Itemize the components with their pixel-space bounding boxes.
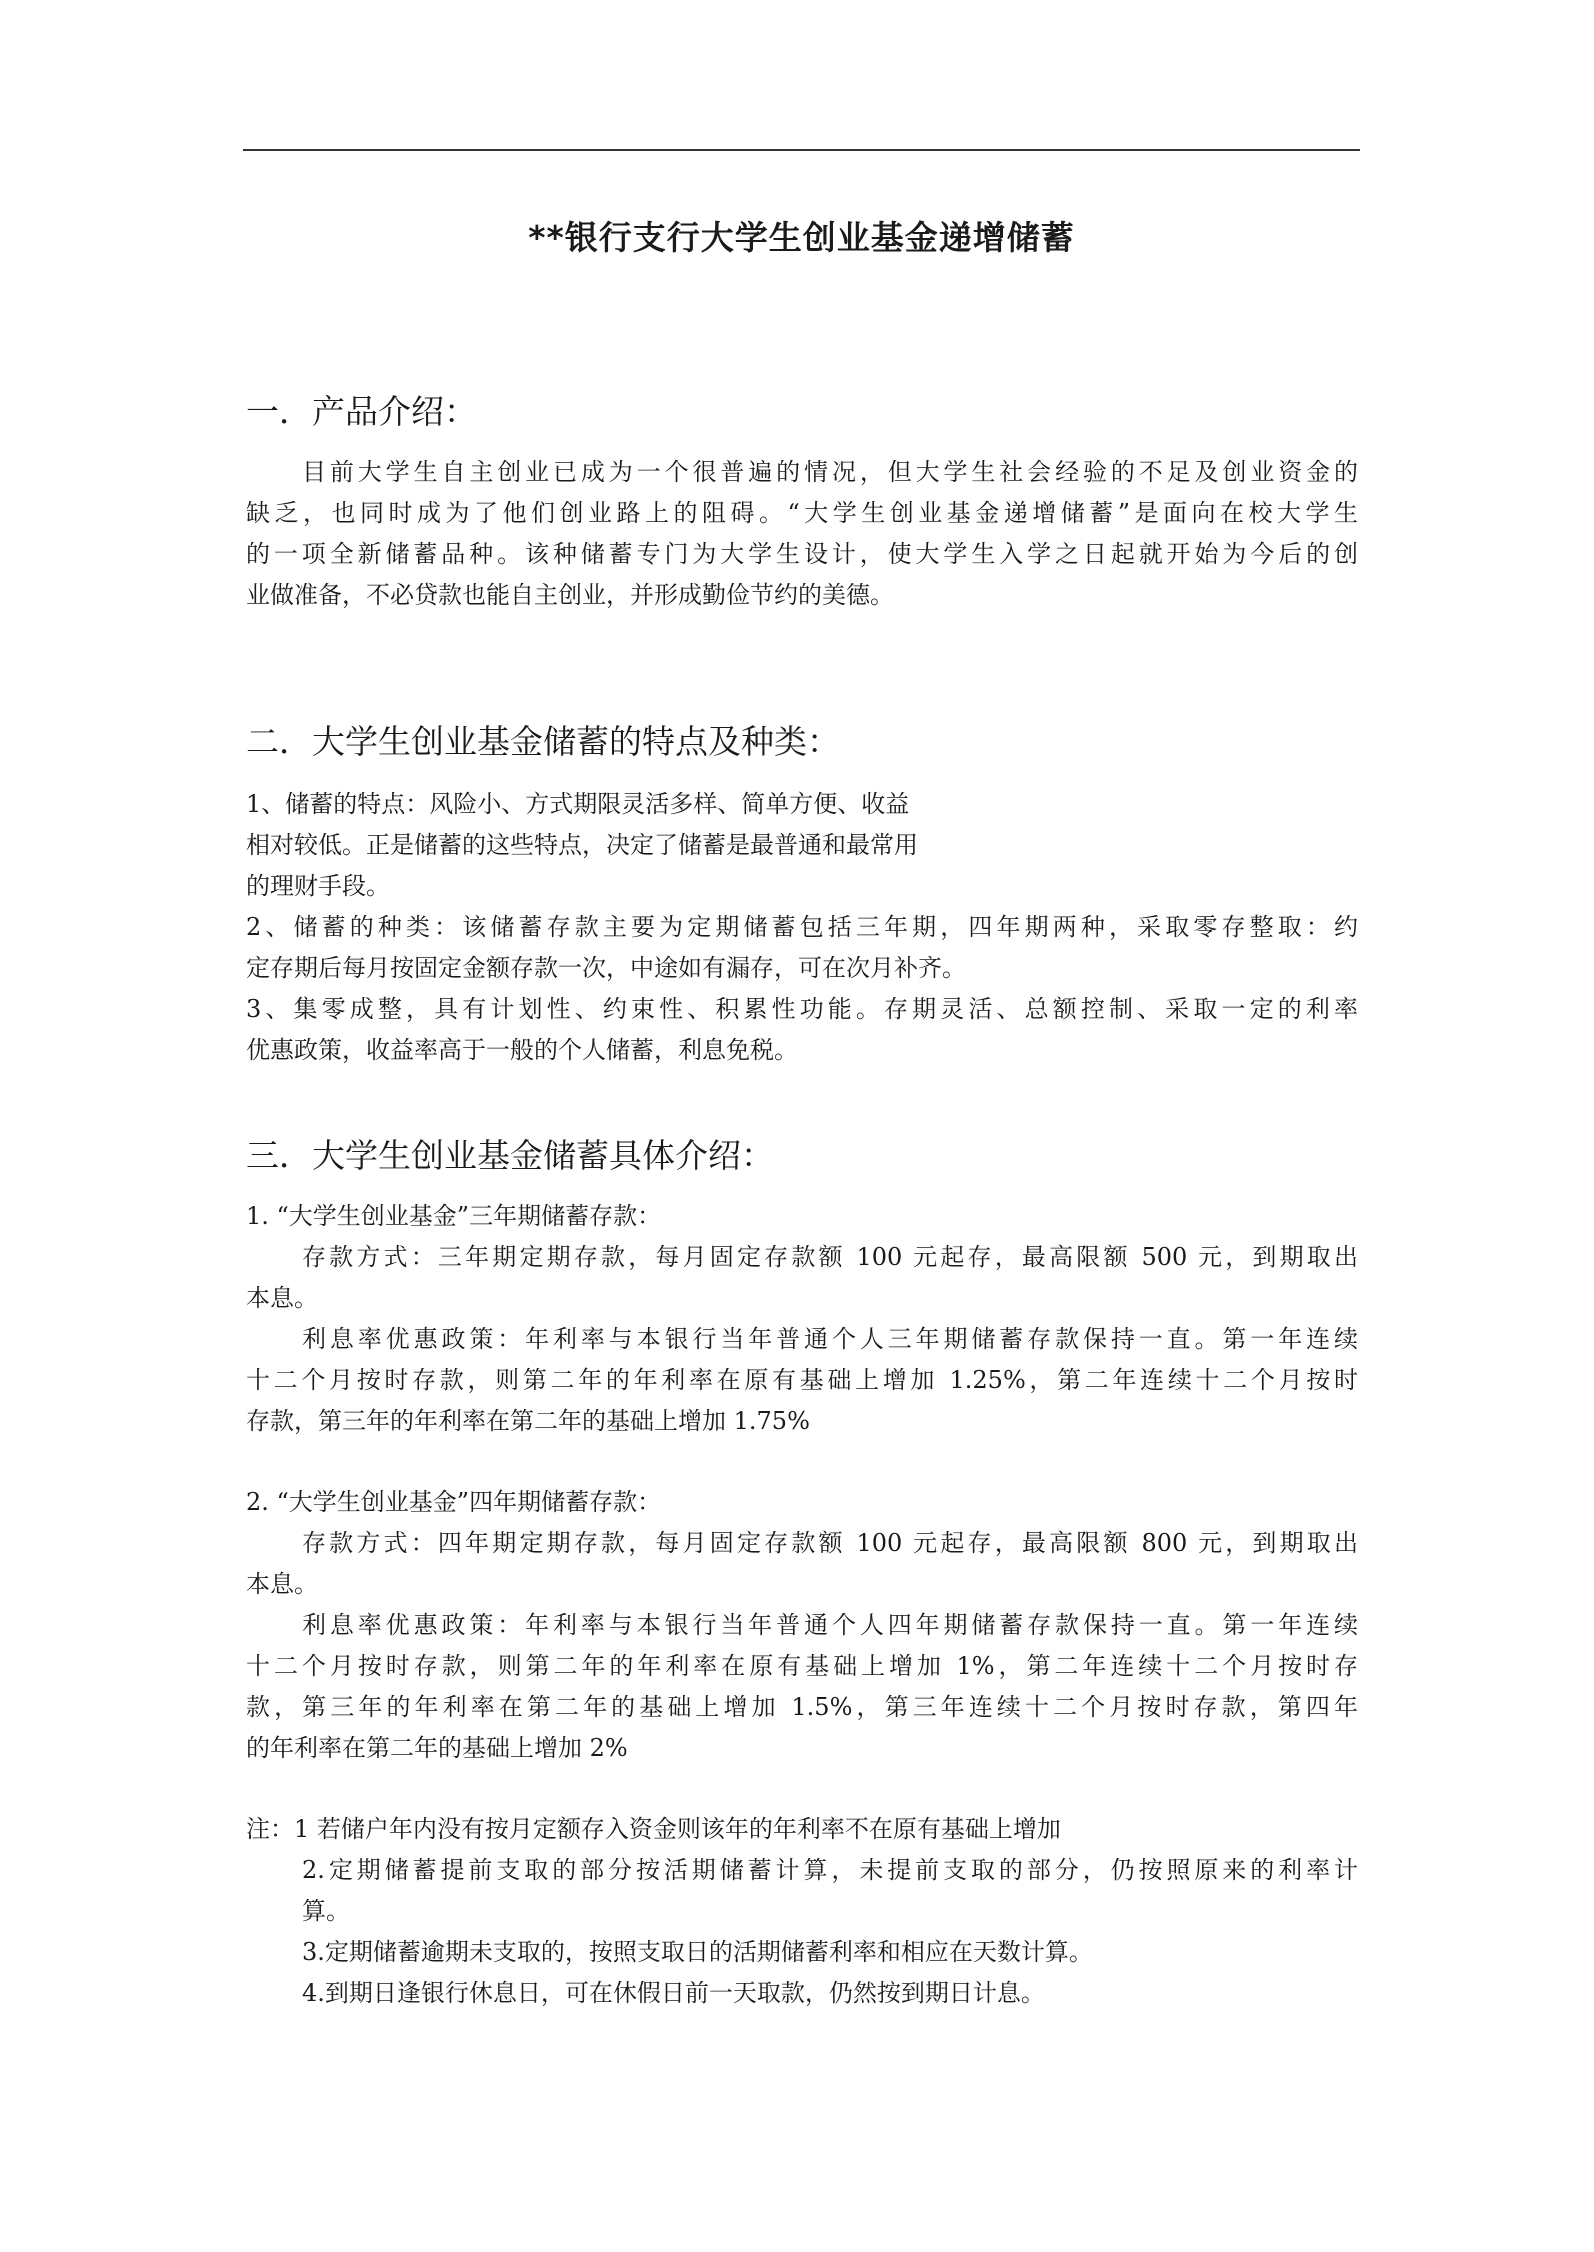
s1-line-2: 缺乏，也同时成为了他们创业路上的阻碍。“大学生创业基金递增储蓄”是面向在校大学生 (246, 499, 1358, 527)
section-3-heading: 三．大学生创业基金储蓄具体介绍： (246, 1136, 774, 1175)
s2-line-3: 的理财手段。 (246, 872, 390, 900)
header-rule (243, 149, 1360, 151)
note-line-1: 注：1 若储户年内没有按月定额存入资金则该年的年利率不在原有基础上增加 (246, 1815, 1061, 1843)
s3-line-12: 款，第三年的年利率在第二年的基础上增加 1.5%，第三年连续十二个月按时存款，第四年 (246, 1693, 1358, 1721)
s2-line-1: 1、储蓄的特点：风险小、方式期限灵活多样、简单方便、收益 (246, 790, 910, 818)
s1-line-3: 的一项全新储蓄品种。该种储蓄专门为大学生设计，使大学生入学之日起就开始为今后的创 (246, 540, 1358, 568)
note-line-2: 2.定期储蓄提前支取的部分按活期储蓄计算，未提前支取的部分，仍按照原来的利率计 (302, 1856, 1358, 1884)
s2-line-7: 优惠政策，收益率高于一般的个人储蓄，利息免税。 (246, 1036, 798, 1064)
s3-line-1: 1. “大学生创业基金”三年期储蓄存款： (246, 1202, 662, 1230)
s2-line-6: 3、集零成整，具有计划性、约束性、积累性功能。存期灵活、总额控制、采取一定的利率 (246, 995, 1358, 1023)
note-line-5: 4.到期日逢银行休息日，可在休假日前一天取款，仍然按到期日计息。 (302, 1979, 1045, 2007)
s3-line-5: 十二个月按时存款，则第二年的年利率在原有基础上增加 1.25%，第二年连续十二个月按时 (246, 1366, 1358, 1394)
s2-line-2: 相对较低。正是储蓄的这些特点，决定了储蓄是最普通和最常用 (246, 831, 918, 859)
document-title: **银行支行大学生创业基金递增储蓄 (528, 218, 1075, 257)
s3-line-4: 利息率优惠政策：年利率与本银行当年普通个人三年期储蓄存款保持一直。第一年连续 (302, 1325, 1358, 1353)
s3-line-6: 存款，第三年的年利率在第二年的基础上增加 1.75% (246, 1407, 810, 1435)
s3-line-10: 利息率优惠政策：年利率与本银行当年普通个人四年期储蓄存款保持一直。第一年连续 (302, 1611, 1358, 1639)
s3-line-7: 2. “大学生创业基金”四年期储蓄存款： (246, 1488, 662, 1516)
note-line-3: 算。 (302, 1897, 350, 1925)
note-line-4: 3.定期储蓄逾期未支取的，按照支取日的活期储蓄利率和相应在天数计算。 (302, 1938, 1093, 1966)
section-2-heading: 二．大学生创业基金储蓄的特点及种类： (246, 722, 840, 761)
s1-line-4: 业做准备，不必贷款也能自主创业，并形成勤俭节约的美德。 (246, 581, 894, 609)
s3-line-2: 存款方式：三年期定期存款，每月固定存款额 100 元起存，最高限额 500 元，到期取出 (302, 1243, 1358, 1271)
s3-line-9: 本息。 (246, 1570, 318, 1598)
s2-line-5: 定存期后每月按固定金额存款一次，中途如有漏存，可在次月补齐。 (246, 954, 966, 982)
s3-line-13: 的年利率在第二年的基础上增加 2% (246, 1734, 628, 1762)
s2-line-4: 2、储蓄的种类：该储蓄存款主要为定期储蓄包括三年期，四年期两种，采取零存整取：约 (246, 913, 1358, 941)
s3-line-11: 十二个月按时存款，则第二年的年利率在原有基础上增加 1%，第二年连续十二个月按时存 (246, 1652, 1358, 1680)
s3-line-3: 本息。 (246, 1284, 318, 1312)
s3-line-8: 存款方式：四年期定期存款，每月固定存款额 100 元起存，最高限额 800 元，到期取出 (302, 1529, 1358, 1557)
section-1-heading: 一．产品介绍： (246, 392, 477, 431)
s1-line-1: 目前大学生自主创业已成为一个很普遍的情况，但大学生社会经验的不足及创业资金的 (302, 458, 1358, 486)
